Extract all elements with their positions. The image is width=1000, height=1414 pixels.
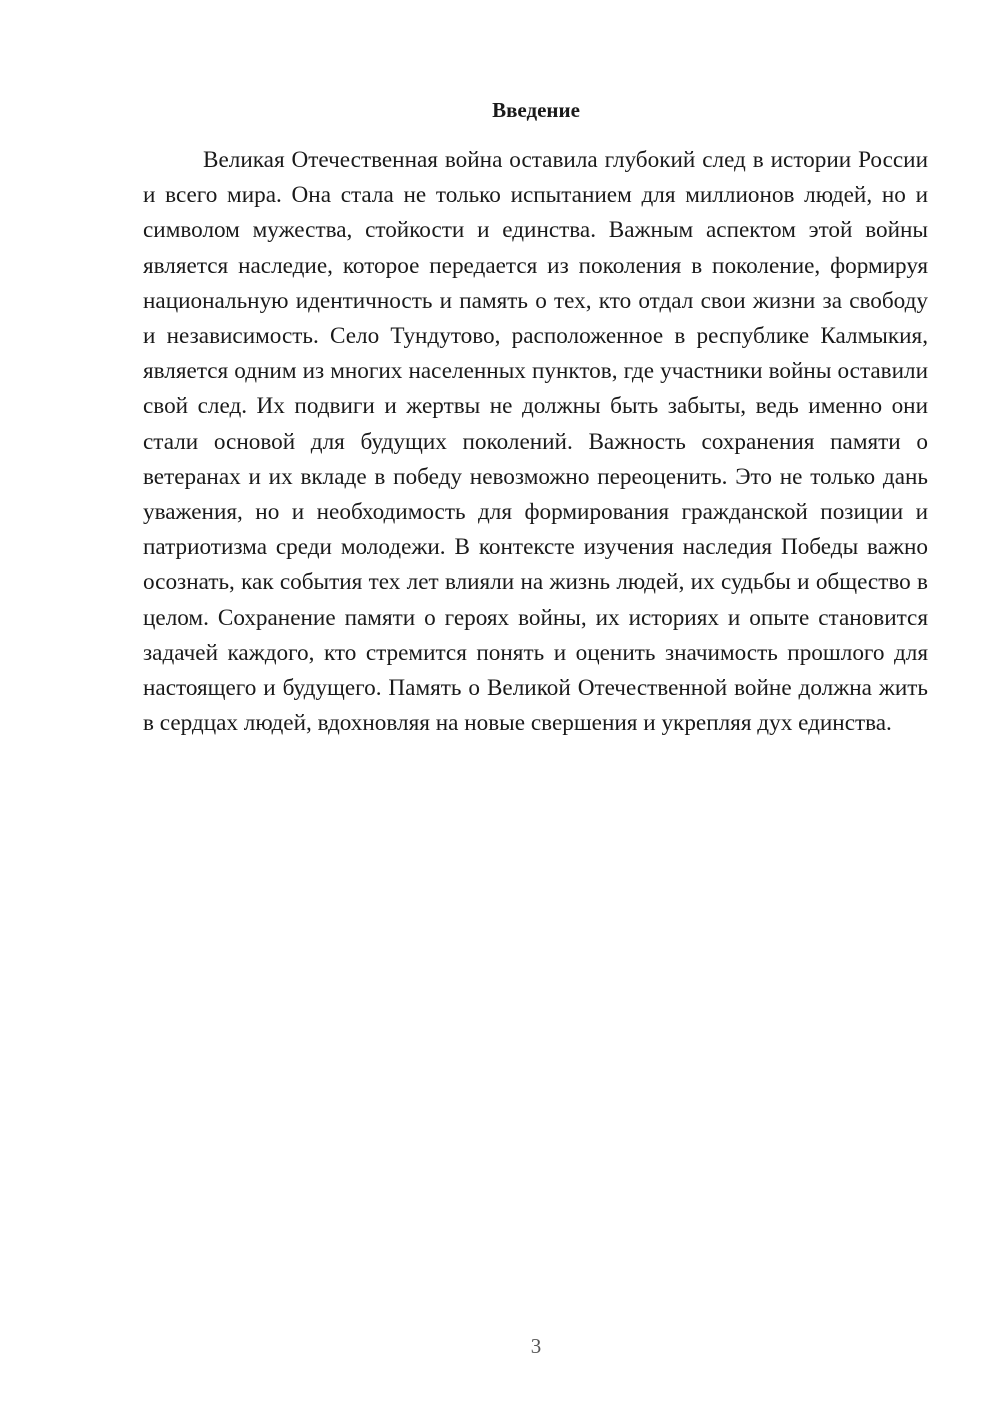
section-heading: Введение	[492, 98, 580, 122]
page-number: 3	[530, 1334, 542, 1358]
body-paragraph: Великая Отечественная война оставила глубокий след в истории России и всего мира. Она стала не только испытанием для миллионов людей, но и символом мужества, стойкости и единства. Важным аспектом этой войны является наследие, которое передается из поколения в поколение, формируя национальную идентичность и память о тех, кто отдал свои жизни за свободу и независимость. Село Тундутово, расположенное в республике Калмыкия, является одним из многих населенных пунктов, где участники войны оставили свой след. Их подвиги и жертвы не должны быть забыты, ведь именно они стали основой для будущих поколений. Важность сохранения памяти о ветеранах и их вкладе в победу невозможно переоценить. Это не только дань уважения, но и необходимость для формирования гражданской позиции и патриотизма среди молодежи. В контексте изучения наследия Победы важно осознать, как события тех лет влияли на жизнь людей, их судьбы и общество в целом. Сохранение памяти о героях войны, их историях и опыте становится задачей каждого, кто стремится понять и оценить значимость прошлого для настоящего и будущего. Память о Великой Отечественной войне должна жить в сердцах людей, вдохновляя на новые свершения и укрепляя дух единства.	[143, 147, 928, 737]
